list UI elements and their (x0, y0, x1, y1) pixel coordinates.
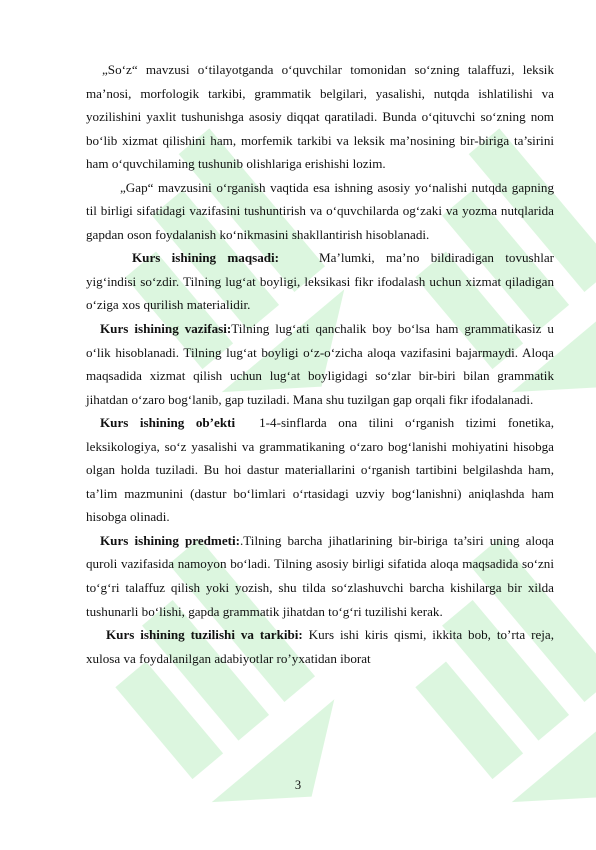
page-number: 3 (294, 778, 302, 792)
paragraph-tuzilishi (86, 623, 554, 670)
heading-vazifasi: Kurs ishining vazifasi: (100, 321, 232, 337)
paragraph-soz: „So‘z“ mavzusi o‘tilayotganda o‘quvchilar tomonidan so‘zning talaffuzi, leksik ma’nosi, morfologik tarkibi, grammatik belgilari, yasalishi, nutqda ishlatilishi va yozilishini yaxlit tushunishga asosiy diqqat qaratiladi. Bunda o‘qituvchi so‘zning nom bo‘lib xizmat qilishini ham, morfemik tarkibi va leksik ma’nosining bir-biriga ta’sirini ham o‘quvchilaming tushunib olishlariga erishishi lozim. (86, 62, 554, 172)
paragraph-maqsadi (86, 246, 554, 317)
text-predmeti: .Tilning barcha jihatlarining bir-biriga ta’siri uning aloqa quroli vazifasida namoyon bo‘ladi. Tilning asosiy birligi sifatida aloqa maqsadida so‘zni to‘g‘ri talaffuz qilish yoki yozish, shu tilda so‘zlashuvchi barcha kishilarga bir xilda tushunarli bo‘lishi, gapda grammatik jihatdan to‘g‘ri tuzilishi kerak. (86, 532, 554, 619)
paragraph-vazifasi (86, 317, 554, 411)
text-maqsadi: Ma’lumki, ma’no bildiradigan tovushlar yig‘indisi so‘zdir. Tilning lug‘at boyligi, leksikasi fikr ifodalash uchun xizmat qiladigan o‘ziga xos qurilish materialidir. (86, 250, 555, 313)
heading-maqsadi: Kurs ishining maqsadi: (132, 250, 280, 266)
heading-tuzilishi: Kurs ishining tuzilishi va tarkibi: (106, 627, 303, 643)
text-obekti: 1-4-sinflarda ona tilini o‘rganish tizimi fonetika, leksikologiya, so‘z yasalishi va grammatikaning o‘zaro bog‘lanishi mohiyatini hisobga olgan holda tuziladi. Bu hoi dastur materiallarini o‘rganish tartibini belgilashda ham, ta’lim mazmunini (dastur bo‘limlari o‘rtasidagi uzviy bog‘lanishni) aniqlashda ham hisobga olinadi. (86, 415, 554, 525)
paragraph-obekti (86, 411, 554, 529)
body-text (86, 58, 554, 670)
text-tuzilishi: Kurs ishi kiris qismi, ikkita bob, to’rta reja, xulosa va foydalanilgan adabiyotlar ro’yxatidan iborat (86, 627, 554, 666)
text-vazifasi: Tilning lug‘ati qanchalik boy bo‘lsa ham grammatikasiz u o‘lik hisoblanadi. Tilning lug‘at boyligi o‘z-o‘zicha aloqa vazifasini bajarmaydi. Aloqa maqsadida xizmat qilish uchun lug‘at boyligidagi so‘zlar bir-biri bilan grammatik jihatdan o‘zaro bog‘lanib, gap tuziladi. Mana shu tuzilgan gap orqali fikr ifodalanadi. (86, 321, 554, 407)
heading-obekti: Kurs ishining ob’ekti (100, 415, 236, 431)
paragraph-predmeti (86, 529, 554, 623)
heading-predmeti: Kurs ishining predmeti: (100, 532, 240, 548)
paragraph-gap: „Gap“ mavzusini o‘rganish vaqtida esa ishning asosiy yo‘nalishi nutqda gapning til birligi sifatidagi vazifasini tushuntirish va o‘quvchilarda og‘zaki va yozma nutqlarida gapdan oson foydalanish ko‘nikmasini shakllantirish hisoblanadi. (86, 179, 554, 242)
